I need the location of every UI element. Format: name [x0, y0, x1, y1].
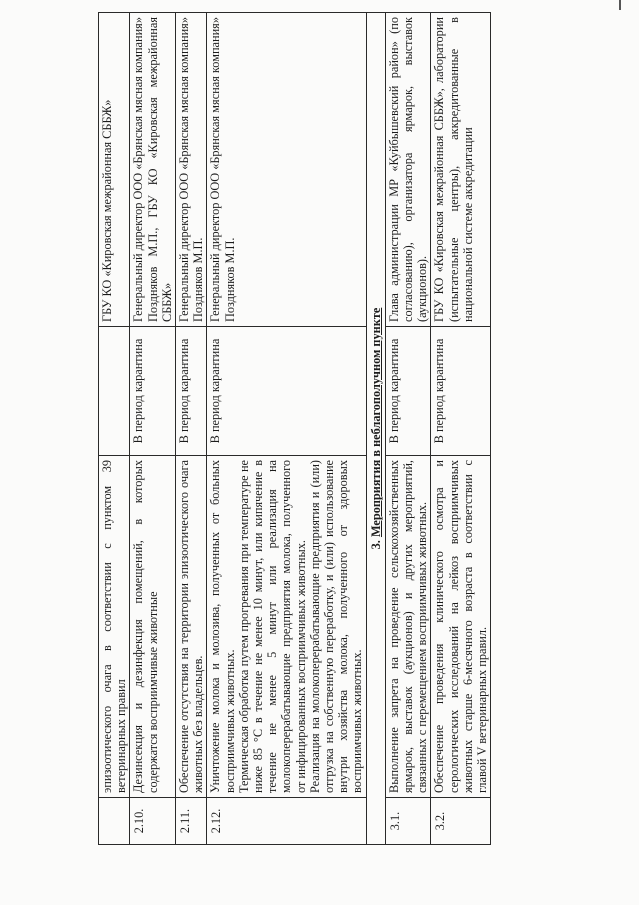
row-responsible: Генеральный директор ООО «Брянская мясная компания» Поздняков М.П. — [207, 13, 366, 327]
row-term: В период карантина — [385, 327, 431, 456]
action-paragraph: Обеспечение проведения клинического осмотра и серологических исследований на лейкоз восприимчивых животных старше 6-месячного возраста в соответствии с главой V ветеринарных правил. — [432, 460, 490, 793]
section-3-body — [366, 13, 385, 845]
row-number — [99, 798, 130, 845]
row-responsible: Глава администрации МР «Куйбышевский район» (по согласованию), организатора ярмарок, выставок (аукционов). — [385, 13, 431, 327]
row-number: 2.11. — [176, 798, 207, 845]
row-term: В период карантина — [431, 327, 491, 456]
row-action — [176, 456, 207, 798]
row-term: В период карантина — [130, 327, 176, 456]
row-number: 2.12. — [207, 798, 366, 845]
row-action — [431, 456, 491, 798]
section-title: Мероприятия в неблагополучном пункте — [368, 307, 383, 538]
row-term — [99, 327, 130, 456]
action-paragraph: Реализация на молокоперерабатывающие предприятия и (или) отгрузка на собственную переработку, и (или) использование внутри хозяйства молока, полученного от здоровых восприимчивых животных. — [307, 460, 365, 793]
table-body-bottom — [385, 13, 490, 845]
section-3-header — [366, 13, 385, 845]
row-responsible: Генеральный директор ООО «Брянская мясная компания» Поздняков М.П. — [176, 13, 207, 327]
rotated-table-container — [98, 17, 528, 845]
row-responsible: Генеральный директор ООО «Брянская мясная компания» Поздняков М.П., ГБУ КО «Кировская межрайонная СББЖ» — [130, 13, 176, 327]
action-paragraph: Уничтожение молока и молозива, полученных от больных восприимчивых животных. — [208, 460, 237, 793]
table-row — [130, 13, 176, 845]
action-paragraph: Обеспечение отсутствия на территории эпизоотического очага животных без владельцев. — [177, 460, 206, 793]
table-row — [431, 13, 491, 845]
action-paragraph: Дезинсекция и дезинфекция помещений, в которых содержатся восприимчивые животные — [131, 460, 160, 793]
action-paragraph: Выполнение запрета на проведение сельскохозяйственных ярмарок, выставок (аукционов) и других мероприятий, связанных с перемещением восприимчивых животных. — [386, 460, 430, 793]
row-responsible: ГБУ КО «Кировская межрайонная СББЖ», лаборатории (испытательные центры), аккредитованные в национальной системе аккредитации — [431, 13, 491, 327]
table-row — [207, 13, 366, 845]
section-header-row — [366, 13, 385, 845]
table-row — [99, 13, 130, 845]
row-action — [385, 456, 431, 798]
table-body-top — [99, 13, 367, 845]
row-action — [130, 456, 176, 798]
table-row — [385, 13, 431, 845]
row-term: В период карантина — [176, 327, 207, 456]
action-paragraph: эпизоотического очага в соответствии с пунктом 39 ветеринарных правил — [100, 460, 129, 793]
row-term: В период карантина — [207, 327, 366, 456]
row-number: 3.1. — [385, 798, 431, 845]
row-number: 3.2. — [431, 798, 491, 845]
measures-table — [98, 12, 491, 845]
scan-edge-mark — [619, 0, 621, 10]
action-paragraph: Термическая обработка путем прогревания при температуре не ниже 85 °С в течение не менее 10 минут, или кипячение в течение не менее 5 минут или реализация на молокоперерабатывающие предприятия молока, полученного от инфицированных восприимчивых животных. — [236, 460, 308, 793]
table-row — [176, 13, 207, 845]
row-action — [207, 456, 366, 798]
row-action — [99, 456, 130, 798]
row-responsible: ГБУ КО «Кировская межрайонная СББЖ» — [99, 13, 130, 327]
row-number: 2.10. — [130, 798, 176, 845]
section-number: 3. — [368, 540, 383, 550]
